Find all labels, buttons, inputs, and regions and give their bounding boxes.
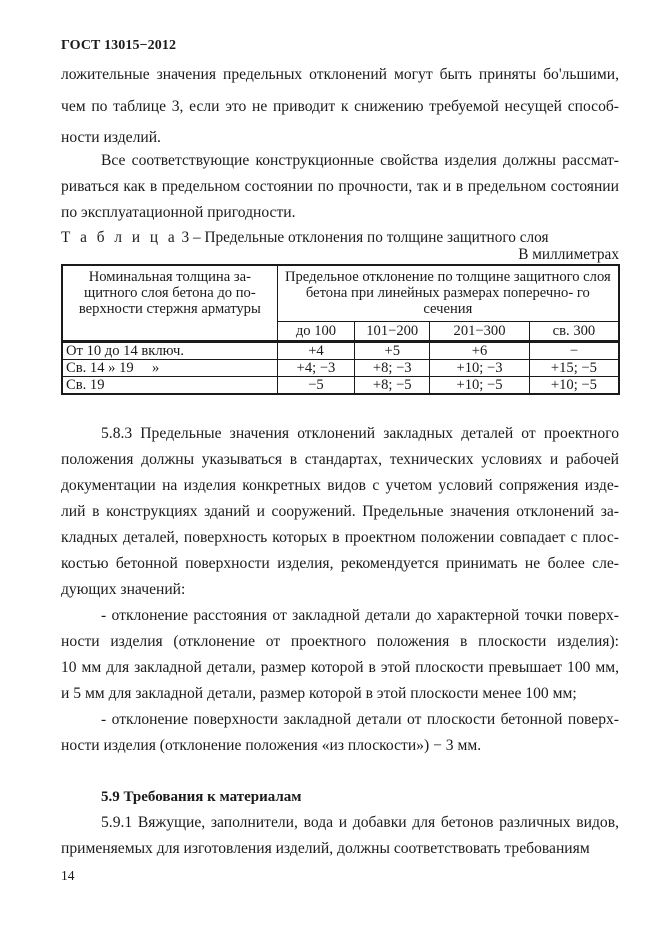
list-item-line: ности изделия (отклонение от проектного положения в плоскости изделия): [61,633,619,650]
page-number: 14 [61,868,75,883]
document-header: ГОСТ 13015−2012 [61,38,177,53]
table-cell: − [529,341,619,359]
paragraph-line: ложительные значения предельных отклонений могут быть приняты бо'льшими, [61,66,619,83]
table-subheader: 101−200 [355,321,430,341]
table-cell: +8; −5 [355,376,430,394]
paragraph-line: костью бетонной поверхности изделия, рекомендуется принимать не более сле- [61,555,619,572]
paragraph-line: применяемых для изготовления изделий, должны соответствовать требованиям [61,840,590,857]
table-row [62,341,619,359]
table-cell: +15; −5 [529,359,619,376]
paragraph-line: дующих значений: [61,581,186,598]
table-caption [61,229,549,247]
table-header-nominal-thickness: Номинальная толщина за- щитного слоя бетона до по- верхности стержня арматуры [62,265,277,341]
table-header-group: Предельное отклонение по толщине защитного слоя бетона при линейных размерах поперечно- го сечения [277,265,619,321]
paragraph-line: по эксплуатационной пригодности. [61,204,296,221]
section-heading: 5.9 Требования к материалам [101,789,302,805]
table-row [62,376,619,394]
table-subheader: 201−300 [430,321,530,341]
paragraph-line: положения должны указываться в стандартах, технических условиях и рабочей [61,451,619,468]
table-cell: −5 [277,376,355,394]
list-item-line: и 5 мм для закладной детали, размер которой в этой плоскости менее 100 мм; [61,685,577,702]
paragraph-line: чем по таблице 3, если это не приводит к снижению требуемой несущей способ- [61,98,619,115]
paragraph-line: кладных деталей, поверхность которых в проектном положении совпадает с плос- [61,529,619,546]
table-units: В миллиметрах [518,246,619,263]
paragraph-line: ности изделий. [61,129,161,146]
paragraph-line: Все соответствующие конструкционные свойства изделия должны рассмат- [101,152,619,169]
list-item-line: - отклонение поверхности закладной детали от плоскости бетонной поверх- [101,711,619,728]
table-row-label: От 10 до 14 включ. [62,341,277,359]
paragraph-line: 5.9.1 Вяжущие, заполнители, вода и добавки для бетонов различных видов, [101,814,619,831]
table-cell: +4; −3 [277,359,355,376]
table-cell: +8; −3 [355,359,430,376]
table-cell: +5 [355,341,430,359]
table-row [62,359,619,376]
table-3 [61,264,620,395]
list-item-line: ности изделия (отклонение положения «из плоскости») − 3 мм. [61,737,482,754]
table-cell: +10; −5 [529,376,619,394]
table-subheader: св. 300 [529,321,619,341]
table-cell: +6 [430,341,530,359]
table-cell: +4 [277,341,355,359]
paragraph-line: документации на изделия конкретных видов с учетом условий сопряжения изде- [61,477,619,494]
table-row-label: Св. 14 » 19 » [62,359,277,376]
table-cell: +10; −3 [430,359,530,376]
table-row-label: Св. 19 [62,376,277,394]
paragraph-line: риваться как в предельном состоянии по прочности, так и в предельном состоянии [61,178,619,195]
table-caption-label: Т а б л и ц а [61,229,178,246]
table-cell: +10; −5 [430,376,530,394]
list-item-line: - отклонение расстояния от закладной детали до характерной точки поверх- [101,607,619,624]
table-subheader: до 100 [277,321,355,341]
paragraph-line: лий в конструкциях зданий и сооружений. Предельные значения отклонений за- [61,503,619,520]
list-item-line: 10 мм для закладной детали, размер которой в этой плоскости превышает 100 мм, [61,659,619,676]
table-caption-text: 3 – Предельные отклонения по толщине защитного слоя [177,229,549,246]
paragraph-line: 5.8.3 Предельные значения отклонений закладных деталей от проектного [101,425,619,442]
